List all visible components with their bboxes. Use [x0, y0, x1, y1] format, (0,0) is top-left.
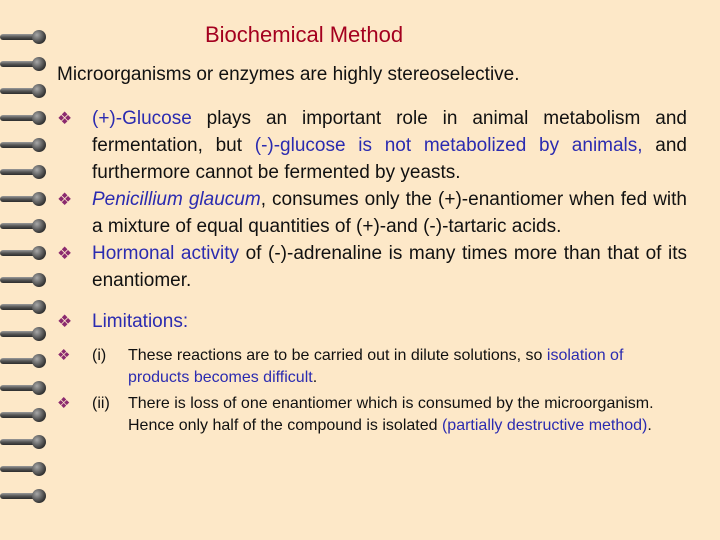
bullet-item: [57, 240, 687, 294]
diamond-bullet-icon: ❖: [57, 190, 73, 209]
limitation-item: [57, 345, 687, 389]
limitation-number: (i): [92, 347, 107, 364]
body-text: There is loss of one enantiomer which is consumed by the microorganism. Hence only half of the compound is isolated: [128, 395, 654, 434]
binding-ring-icon: [0, 381, 50, 395]
binding-ring-icon: [0, 300, 50, 314]
highlight-text: Penicillium glaucum: [92, 189, 261, 210]
bullet-item: [57, 105, 687, 186]
highlight-text: (+)-Glucose: [92, 108, 192, 129]
binding-ring-icon: [0, 489, 50, 503]
body-text: plays an important role in animal metabolism and fermentation, but: [92, 108, 687, 156]
diamond-bullet-icon: ❖: [57, 109, 73, 128]
binding-ring-icon: [0, 462, 50, 476]
binding-ring-icon: [0, 219, 50, 233]
limitations-heading-item: [57, 308, 687, 335]
bullet-text: [92, 186, 687, 240]
limitation-text: [92, 345, 687, 389]
limitations-heading: Limitations:: [92, 311, 189, 332]
binding-ring-icon: [0, 246, 50, 260]
intro-text: Microorganisms or enzymes are highly stereoselective.: [57, 64, 520, 85]
body-text: These reactions are to be carried out in dilute solutions, so: [128, 347, 547, 364]
binding-ring-icon: [0, 84, 50, 98]
binding-ring-icon: [0, 327, 50, 341]
slide-title: Biochemical Method: [205, 22, 404, 47]
binding-ring-icon: [0, 30, 50, 44]
binding-ring-icon: [0, 165, 50, 179]
limitation-text: [92, 393, 687, 437]
body-text: .: [647, 417, 652, 434]
highlight-text: (partially destructive method): [441, 417, 648, 434]
diamond-bullet-icon: ❖: [57, 347, 71, 364]
binding-ring-icon: [0, 435, 50, 449]
body-text: , consumes only the (+)-enantiomer when fed with a mixture of equal quantities of (+)-and (-)-tartaric acids.: [92, 189, 687, 237]
bullet-item: [57, 186, 687, 240]
bullet-text: [92, 240, 687, 294]
limitation-number: (ii): [92, 395, 110, 412]
highlight-text: Hormonal activity: [92, 243, 240, 264]
diamond-bullet-icon: ❖: [57, 312, 73, 331]
binding-ring-icon: [0, 111, 50, 125]
bullet-text: [92, 105, 687, 186]
bullet-list: [57, 105, 687, 437]
spiral-binding: [0, 30, 50, 520]
body-text: .: [312, 369, 318, 386]
body-text: and furthermore cannot be fermented by yeasts.: [92, 135, 687, 183]
binding-ring-icon: [0, 192, 50, 206]
diamond-bullet-icon: ❖: [57, 244, 73, 263]
binding-ring-icon: [0, 354, 50, 368]
body-text: of (-)-adrenaline is many times more than that of its enantiomer.: [92, 243, 688, 291]
limitation-item: [57, 393, 687, 437]
highlight-text: isolation of products becomes difficult: [128, 347, 624, 386]
binding-ring-icon: [0, 138, 50, 152]
binding-ring-icon: [0, 408, 50, 422]
binding-ring-icon: [0, 273, 50, 287]
highlight-text: (-)-glucose is not metabolized by animals,: [254, 135, 643, 156]
binding-ring-icon: [0, 57, 50, 71]
diamond-bullet-icon: ❖: [57, 395, 71, 412]
